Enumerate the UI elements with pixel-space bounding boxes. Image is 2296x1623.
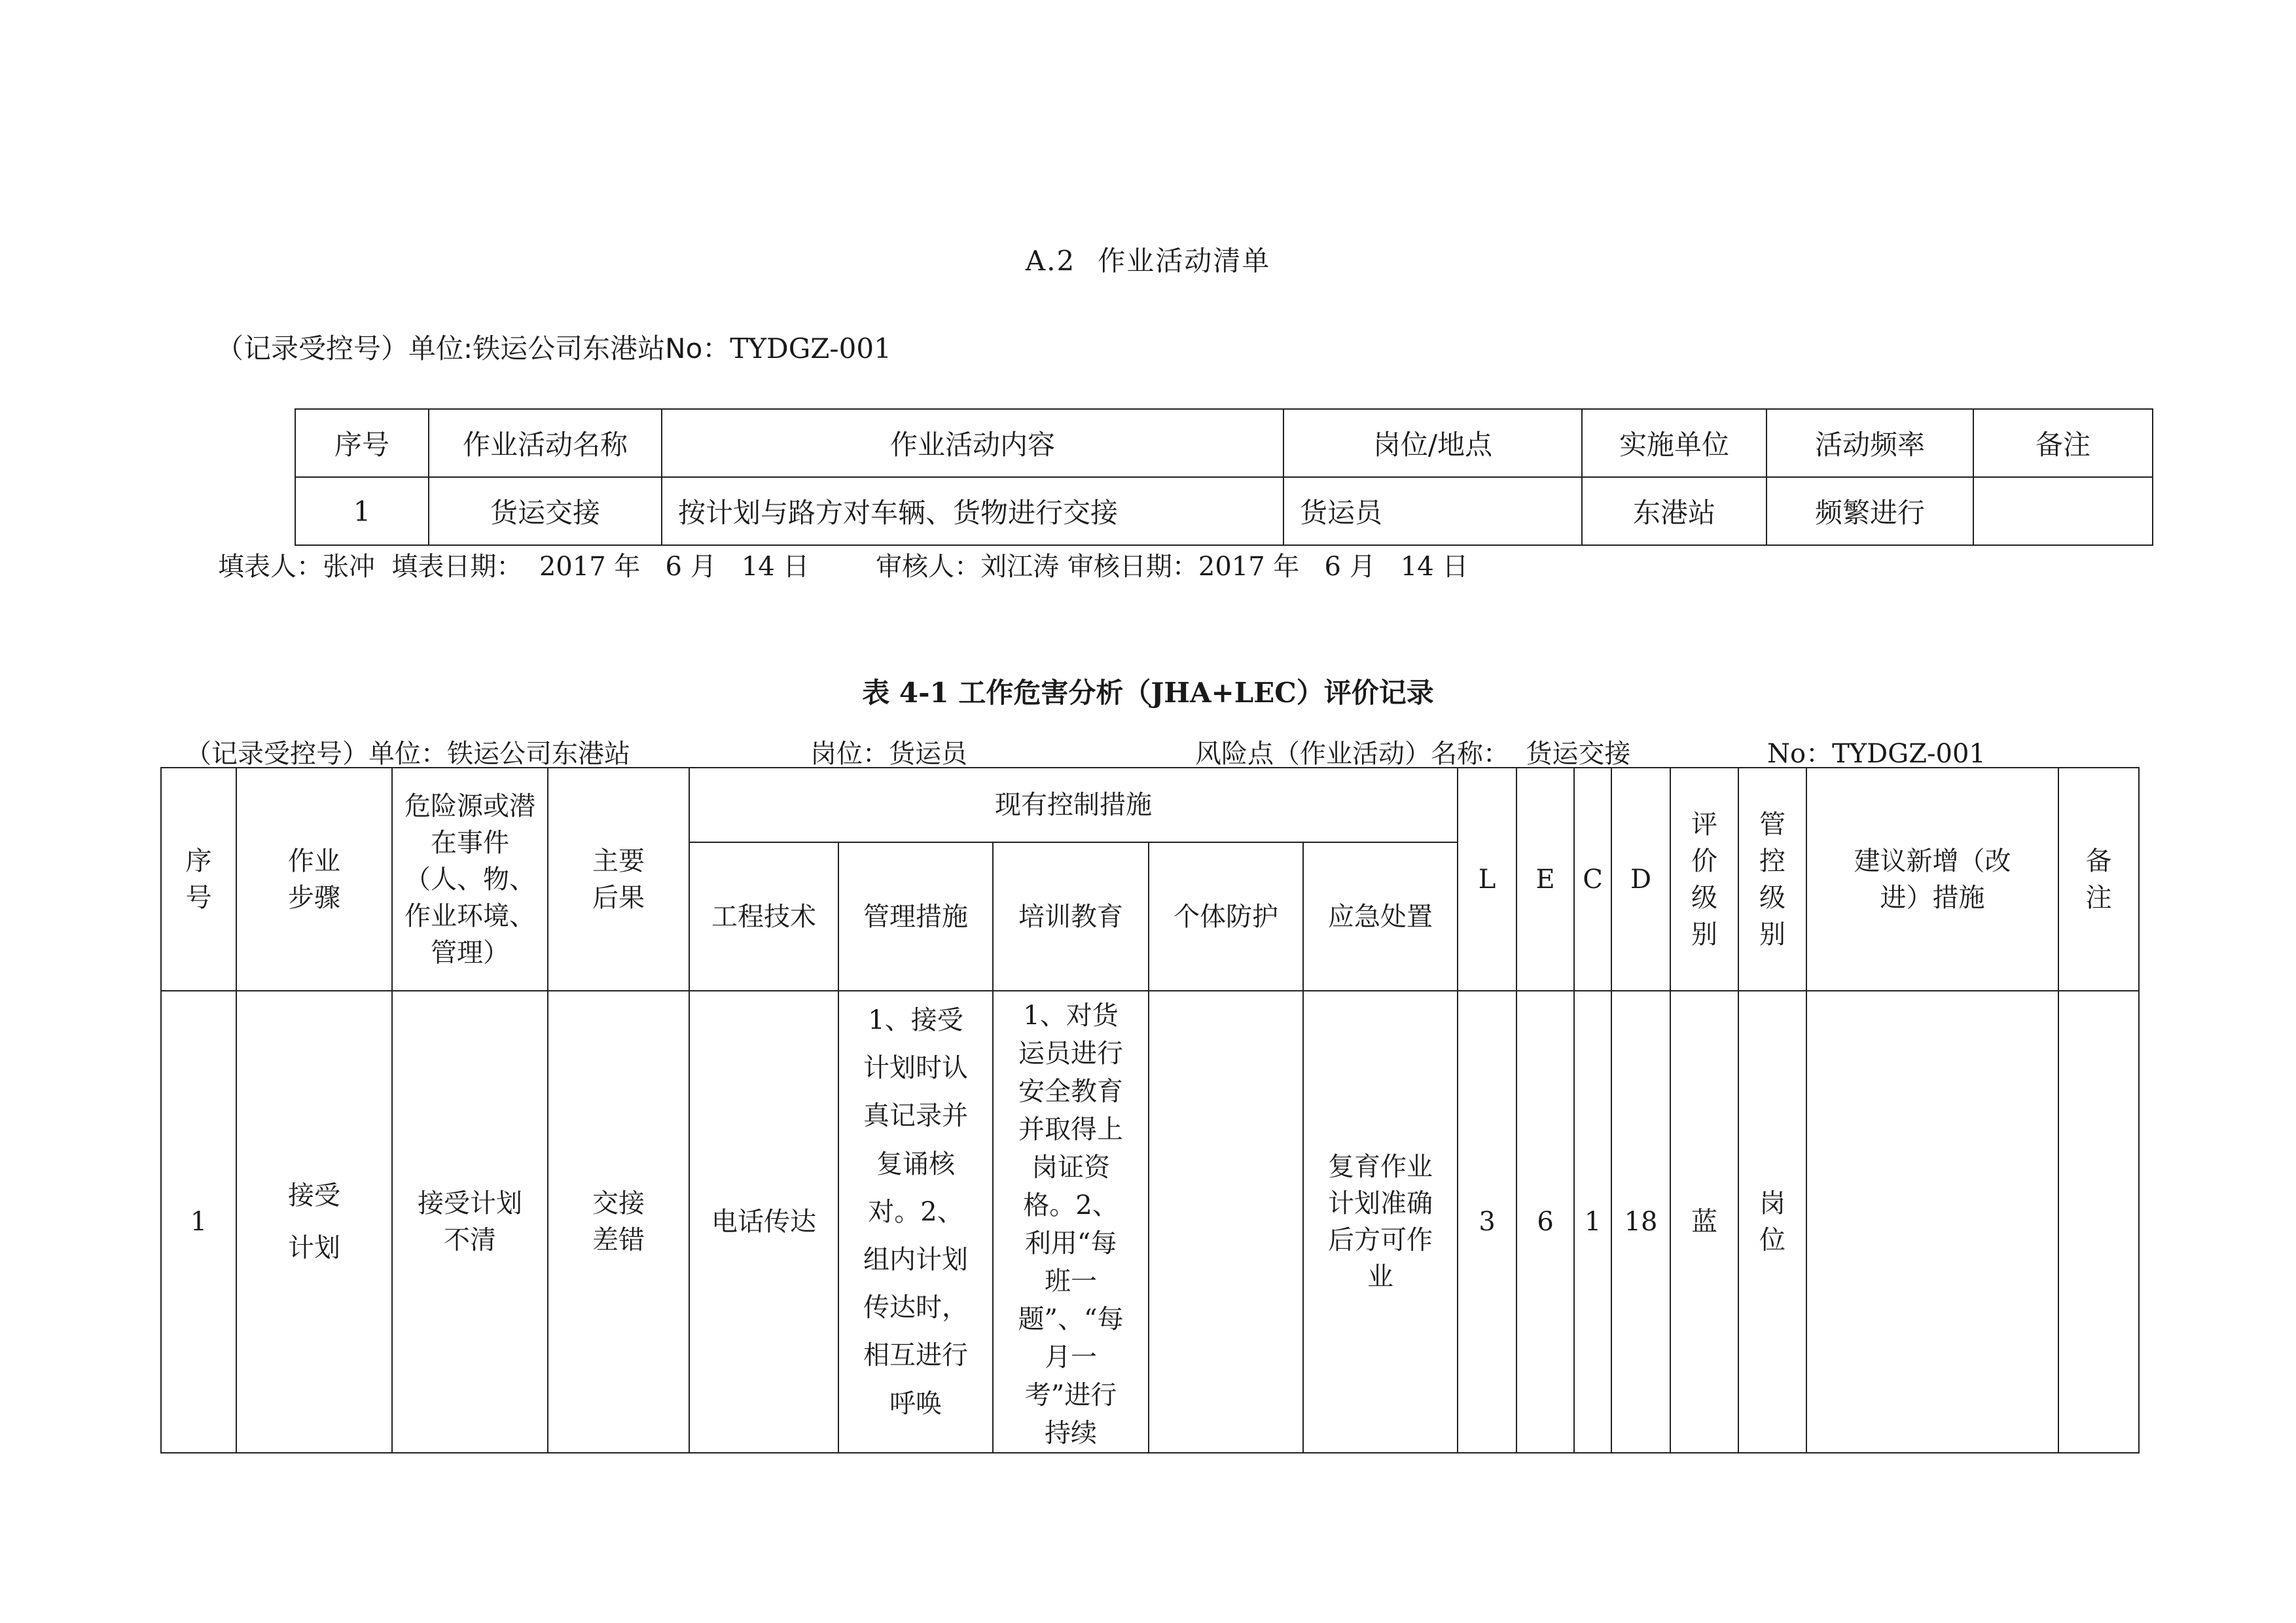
record1-no: TYDGZ-001 xyxy=(730,332,891,365)
table-cell: 东港站 xyxy=(1582,477,1767,545)
header-cell: 作业活动名称 xyxy=(429,409,662,477)
header-consequence: 主要后果 xyxy=(548,768,689,991)
header-hazard: 危险源或潜在事件（人、物、作业环境、管理） xyxy=(392,768,548,991)
header-eval-level: 评价级别 xyxy=(1670,768,1738,991)
record2-risk-point: 风险点（作业活动）名称： 货运交接 xyxy=(1195,739,1631,769)
section-title xyxy=(0,240,2296,279)
header-management: 管理措施 xyxy=(838,842,993,991)
header-cell: 活动频率 xyxy=(1767,409,1973,477)
table-cell: 1 xyxy=(295,477,429,545)
header-remark: 备注 xyxy=(2058,768,2139,991)
cell-eval-level: 蓝 xyxy=(1670,991,1738,1453)
table-cell xyxy=(1973,477,2153,545)
cell-C: 1 xyxy=(1574,991,1611,1453)
header-controls: 现有控制措施 xyxy=(689,768,1458,842)
header-suggest: 建议新增（改进）措施 xyxy=(1806,768,2058,991)
header-emergency: 应急处置 xyxy=(1303,842,1458,991)
table-cell: 货运员 xyxy=(1283,477,1582,545)
table-row xyxy=(295,477,2153,545)
cell-consequence: 交接差错 xyxy=(548,991,689,1453)
record-line-1 xyxy=(216,327,891,366)
header-E: E xyxy=(1516,768,1574,991)
cell-management: 1、接受计划时认真记录并复诵核对。2、组内计划传达时，相互进行呼唤 xyxy=(838,991,993,1453)
header-ppe: 个体防护 xyxy=(1149,842,1303,991)
table-row xyxy=(161,991,2139,1453)
table1-header-row xyxy=(295,409,2153,477)
record2-post: 岗位：货运员 xyxy=(810,739,967,769)
header-training: 培训教育 xyxy=(993,842,1149,991)
cell-hazard: 接受计划不清 xyxy=(392,991,548,1453)
record1-prefix: （记录受控号）单位:铁运公司东港站No： xyxy=(216,332,730,365)
cell-emergency: 复育作业计划准确后方可作业 xyxy=(1303,991,1458,1453)
header-C: C xyxy=(1574,768,1611,991)
cell-suggest xyxy=(1806,991,2058,1453)
fill-info-line: 填表人：张冲 填表日期： 2017 年 6 月 14 日 审核人：刘江涛 审核日期：2017 年 6 月 14 日 xyxy=(218,552,1469,582)
header-cell: 实施单位 xyxy=(1582,409,1767,477)
header-engineering: 工程技术 xyxy=(689,842,838,991)
header-seq: 序号 xyxy=(161,768,236,991)
header-cell: 作业活动内容 xyxy=(662,409,1283,477)
record2-no: No：TYDGZ-001 xyxy=(1767,739,1986,769)
cell-step: 接受计划 xyxy=(236,991,392,1453)
section-title-text: 作业活动清单 xyxy=(1098,245,1271,277)
cell-D: 18 xyxy=(1611,991,1670,1453)
cell-remark xyxy=(2058,991,2139,1453)
record2-unit: （记录受控号）单位：铁运公司东港站 xyxy=(185,739,630,769)
section-number: A.2 xyxy=(1025,245,1076,277)
header-cell: 备注 xyxy=(1973,409,2153,477)
header-cell: 序号 xyxy=(295,409,429,477)
cell-E: 6 xyxy=(1516,991,1574,1453)
cell-ppe xyxy=(1149,991,1303,1453)
cell-control-level: 岗位 xyxy=(1738,991,1806,1453)
header-cell: 岗位/地点 xyxy=(1283,409,1582,477)
table-cell: 货运交接 xyxy=(429,477,662,545)
header-step: 作业步骤 xyxy=(236,768,392,991)
header-control-level: 管控级别 xyxy=(1738,768,1806,991)
table-cell: 按计划与路方对车辆、货物进行交接 xyxy=(662,477,1283,545)
table2-title: 表 4-1 工作危害分析（JHA+LEC）评价记录 xyxy=(862,677,1434,709)
header-L: L xyxy=(1458,768,1516,991)
activity-list-table xyxy=(295,408,2153,546)
header-D: D xyxy=(1611,768,1670,991)
cell-L: 3 xyxy=(1458,991,1516,1453)
cell-engineering: 电话传达 xyxy=(689,991,838,1453)
cell-seq: 1 xyxy=(161,991,236,1453)
table2-header-row xyxy=(161,768,2139,842)
table-cell: 频繁进行 xyxy=(1767,477,1973,545)
cell-training: 1、对货运员进行安全教育并取得上岗证资格。2、利用“每班一题”、“每月一考”进行持续 xyxy=(993,991,1149,1453)
jha-lec-table xyxy=(160,767,2140,1454)
